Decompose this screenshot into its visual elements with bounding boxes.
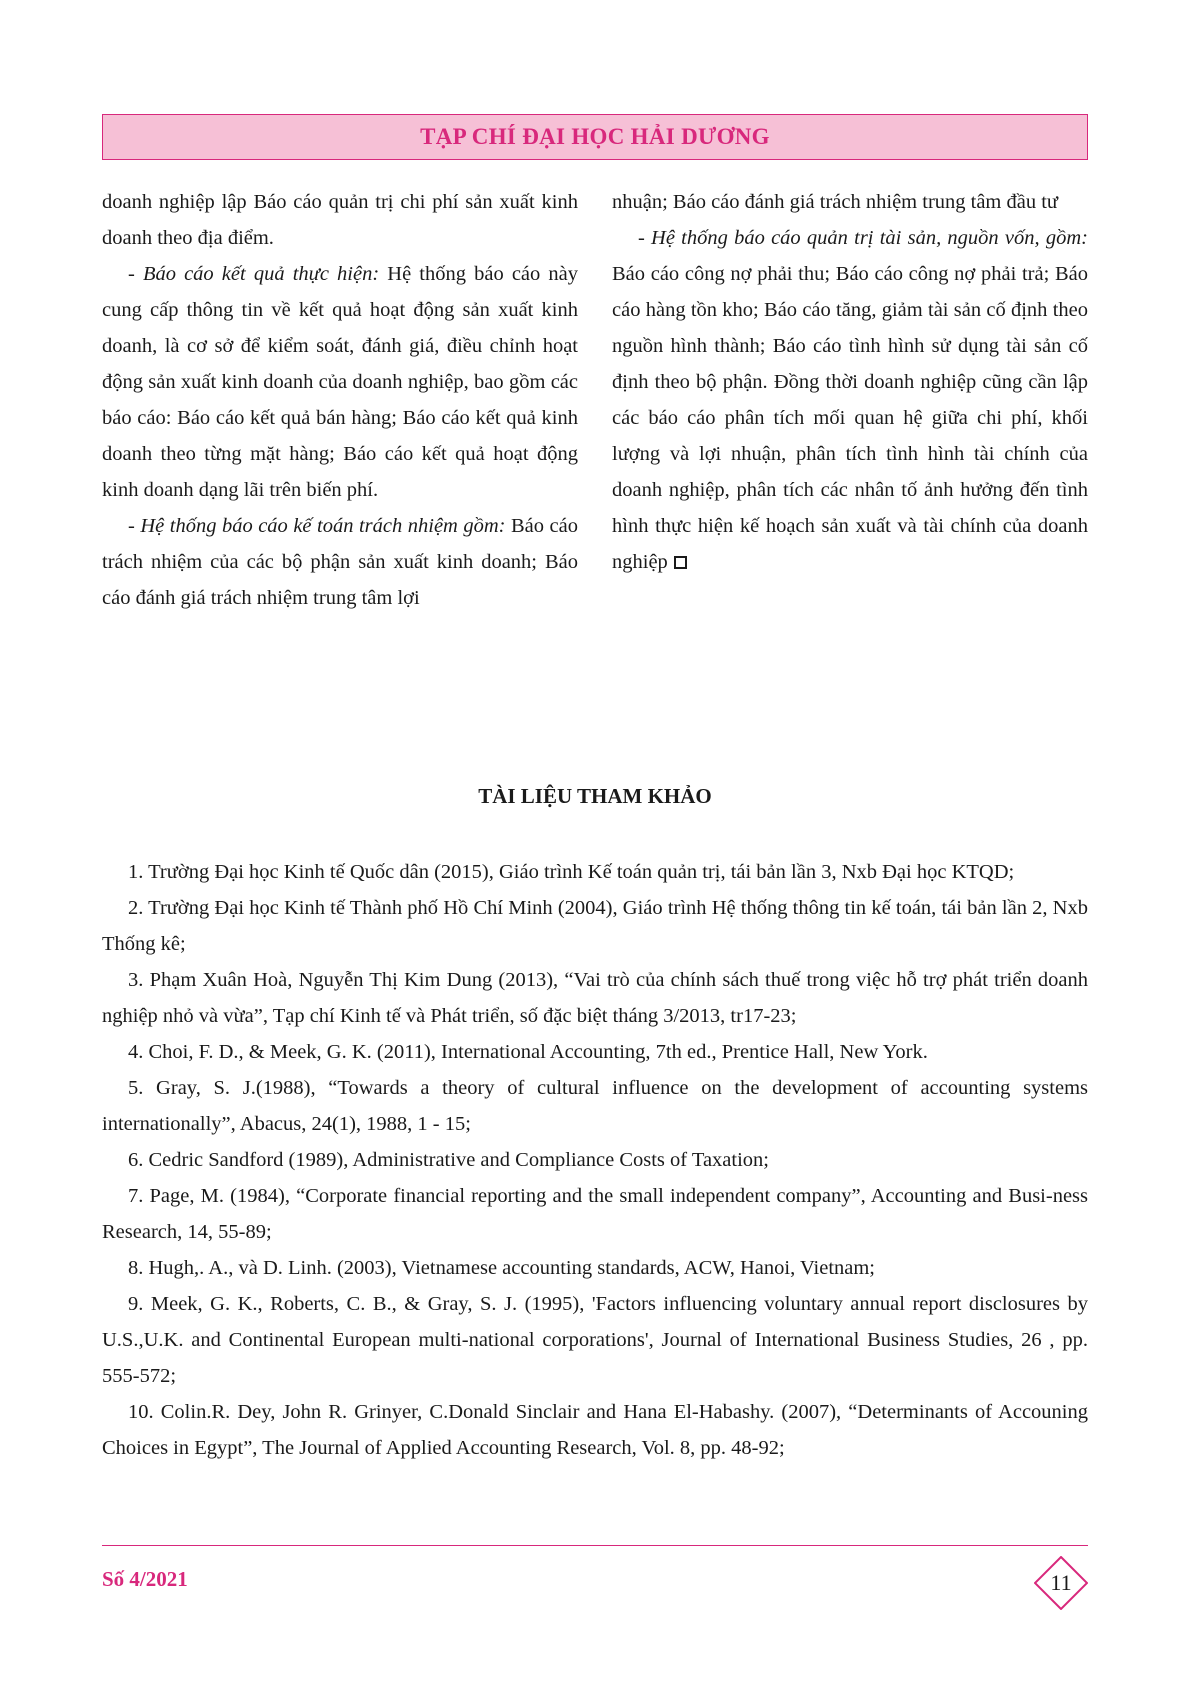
paragraph-text: Báo cáo công nợ phải thu; Báo cáo công nợ phải trả; Báo cáo hàng tồn kho; Báo cáo tăng, giảm tài sản cố định theo nguồn hình thành; Báo cáo tình hình sử dụng tài sản cố định theo bộ phận. Đồng thời doanh nghiệp cũng cần lập các báo cáo phân tích mối quan hệ giữa chi phí, khối lượng và lợi nhuận, phân tích tình hình tài chính của doanh nghiệp, phân tích các nhân tố ảnh hưởng đến tình hình thực hiện kế hoạch sản xuất và tài chính của doanh nghiệp	[612, 263, 1088, 573]
reference-item: 1. Trường Đại học Kinh tế Quốc dân (2015), Giáo trình Kế toán quản trị, tái bản lần 3, Nxb Đại học KTQD;	[128, 861, 1015, 883]
paragraph	[102, 256, 578, 508]
reference-item: 3. Phạm Xuân Hoà, Nguyễn Thị Kim Dung (2013), “Vai trò của chính sách thuế trong việc hỗ trợ phát triển doanh nghiệp nhỏ và vừa”, Tạp chí Kinh tế và Phát triển, số đặc biệt tháng 3/2013, tr17-23;	[102, 969, 1088, 1027]
paragraph-lead: - Hệ thống báo cáo kế toán trách nhiệm gồm:	[128, 515, 506, 537]
paragraph-text: Báo cáo trách nhiệm của các bộ phận sản xuất kinh doanh; Báo cáo đánh giá trách nhiệm trung tâm lợi	[102, 515, 578, 609]
paragraph-lead: - Báo cáo kết quả thực hiện:	[128, 263, 380, 285]
page-number-badge	[1034, 1556, 1088, 1610]
left-column	[102, 184, 578, 616]
reference-item: 6. Cedric Sandford (1989), Administrative and Compliance Costs of Taxation;	[128, 1149, 769, 1171]
paragraph	[612, 220, 1088, 580]
page-number: 11	[1050, 1570, 1072, 1595]
end-mark-icon	[674, 556, 687, 569]
reference-item: 7. Page, M. (1984), “Corporate financial reporting and the small independent company”, Accounting and Busi-ness Research, 14, 55-89;	[102, 1185, 1088, 1243]
paragraph-text: Hệ thống báo cáo này cung cấp thông tin về kết quả hoạt động sản xuất kinh doanh, là cơ sở để kiểm soát, đánh giá, điều chỉnh hoạt động sản xuất kinh doanh của doanh nghiệp, bao gồm các báo cáo: Báo cáo kết quả bán hàng; Báo cáo kết quả kinh doanh theo từng mặt hàng; Báo cáo kết quả hoạt động kinh doanh dạng lãi trên biến phí.	[102, 263, 578, 501]
journal-title: TẠP CHÍ ĐẠI HỌC HẢI DƯƠNG	[420, 124, 770, 149]
references-list	[102, 854, 1088, 1466]
issue-label: Số 4/2021	[102, 1567, 188, 1591]
reference-item: 10. Colin.R. Dey, John R. Grinyer, C.Donald Sinclair and Hana El-Habashy. (2007), “Determinants of Accouning Choices in Egypt”, The Journal of Applied Accounting Research, Vol. 8, pp. 48-92;	[102, 1401, 1088, 1459]
paragraph: doanh nghiệp lập Báo cáo quản trị chi phí sản xuất kinh doanh theo địa điểm.	[102, 191, 578, 249]
footer-divider	[102, 1545, 1088, 1546]
references-title: TÀI LIỆU THAM KHẢO	[478, 784, 712, 808]
paragraph	[102, 508, 578, 616]
right-column	[612, 184, 1088, 580]
reference-item: 8. Hugh,. A., và D. Linh. (2003), Vietnamese accounting standards, ACW, Hanoi, Vietnam;	[128, 1257, 875, 1279]
reference-item: 2. Trường Đại học Kinh tế Thành phố Hồ Chí Minh (2004), Giáo trình Hệ thống thông tin kế toán, tái bản lần 2, Nxb Thống kê;	[102, 897, 1088, 955]
paragraph-lead: - Hệ thống báo cáo quản trị tài sản, nguồn vốn, gồm:	[638, 227, 1088, 249]
reference-item: 4. Choi, F. D., & Meek, G. K. (2011), International Accounting, 7th ed., Prentice Hall, New York.	[128, 1041, 928, 1063]
paragraph: nhuận; Báo cáo đánh giá trách nhiệm trung tâm đầu tư	[612, 191, 1059, 213]
reference-item: 9. Meek, G. K., Roberts, C. B., & Gray, S. J. (1995), 'Factors influencing voluntary annual report disclosures by U.S.,U.K. and Continental European multi-national corporations', Journal of International Business Studies, 26 , pp. 555-572;	[102, 1293, 1088, 1387]
reference-item: 5. Gray, S. J.(1988), “Towards a theory of cultural influence on the development of accounting systems internationally”, Abacus, 24(1), 1988, 1 - 15;	[102, 1077, 1088, 1135]
journal-header	[102, 114, 1088, 160]
